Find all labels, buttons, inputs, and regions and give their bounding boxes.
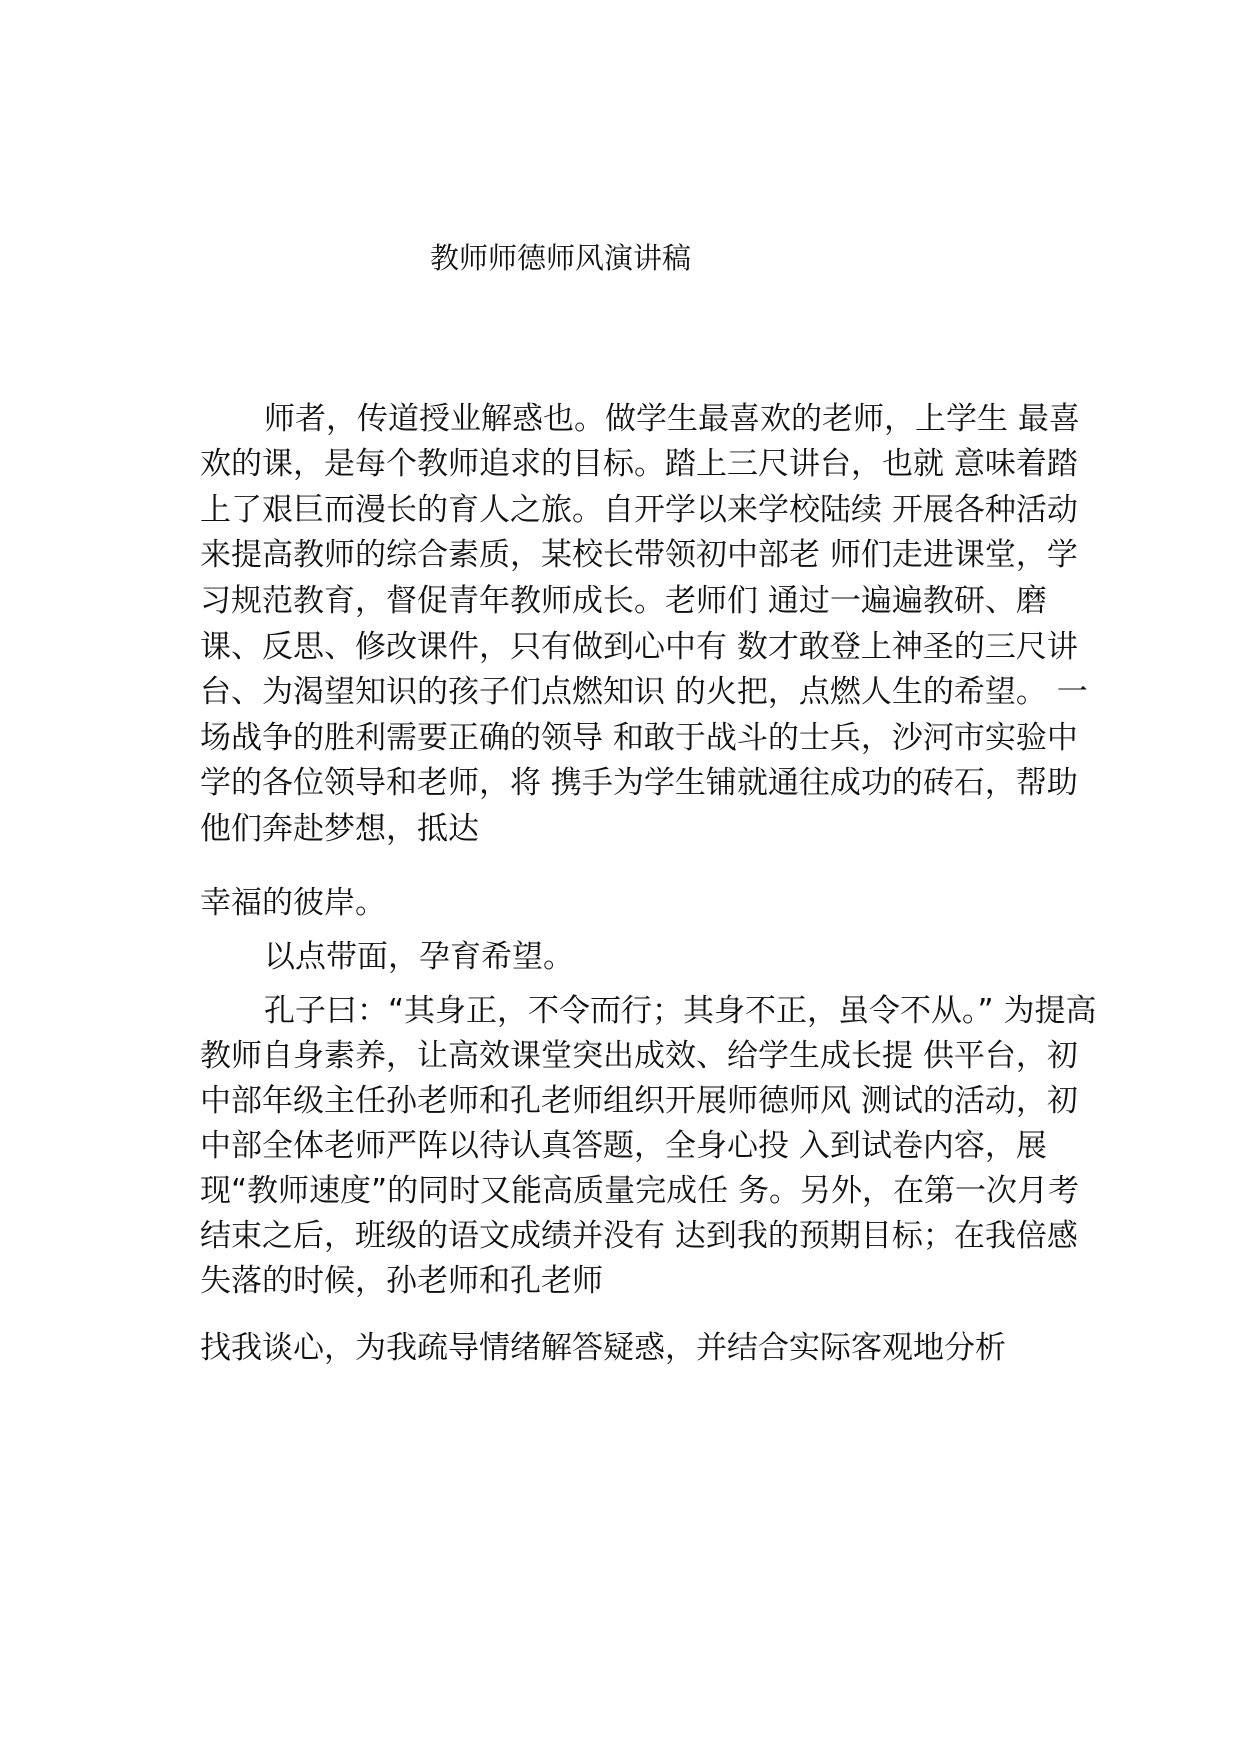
paragraph-line: 习规范教育，督促青年教师成长。老师们 通过一遍遍教研、磨 (200, 583, 1047, 619)
paragraph-line: 上了艰巨而漫长的育人之旅。自开学以来学校陆续 开展各种活动 (200, 492, 1078, 528)
paragraph-line: 幸福的彼岸。 (200, 885, 386, 921)
paragraph-line: 现“教师速度”的同时又能高质量完成任 务。另外，在第一次月考 (200, 1173, 1079, 1209)
paragraph-line: 场战争的胜利需要正确的领导 和敢于战斗的士兵，沙河市实验中 (200, 720, 1078, 756)
paragraph-line: 中部年级主任孙老师和孔老师组织开展师德师风 测试的活动，初 (200, 1083, 1078, 1119)
paragraph-line: 学的各位领导和老师，将 携手为学生铺就通往成功的砖石，帮助 (200, 765, 1078, 801)
paragraph-line: 他们奔赴梦想，抵达 (200, 811, 479, 847)
paragraph-line: 找我谈心，为我疏导情绪解答疑惑，并结合实际客观地分析 (200, 1330, 1006, 1366)
paragraph-line: 课、反思、修改课件，只有做到心中有 数才敢登上神圣的三尺讲 (200, 629, 1078, 665)
paragraph-line: 失落的时候，孙老师和孔老师 (200, 1263, 603, 1299)
paragraph-line: 孔子曰：“其身正，不令而行；其身不正，虽令不从。” 为提高 (264, 993, 1097, 1029)
paragraph-line: 台、为渴望知识的孩子们点燃知识 的火把，点燃人生的希望。 一 (200, 674, 1088, 710)
paragraph-line: 欢的课，是每个教师追求的目标。踏上三尺讲台，也就 意味着踏 (200, 446, 1078, 482)
paragraph-line: 来提高教师的综合素质，某校长带领初中部老 师们走进课堂，学 (200, 537, 1078, 573)
paragraph-line: 中部全体老师严阵以待认真答题，全身心投 入到试卷内容，展 (200, 1128, 1047, 1164)
document-title: 教师师德师风演讲稿 (430, 241, 692, 275)
paragraph-line: 师者，传道授业解惑也。做学生最喜欢的老师，上学生 最喜 (264, 401, 1080, 437)
section-heading: 以点带面，孕育希望。 (264, 939, 574, 975)
paragraph-line: 教师自身素养，让高效课堂突出成效、给学生成长提 供平台，初 (200, 1038, 1078, 1074)
paragraph-line: 结束之后，班级的语文成绩并没有 达到我的预期目标；在我倍感 (200, 1218, 1078, 1254)
